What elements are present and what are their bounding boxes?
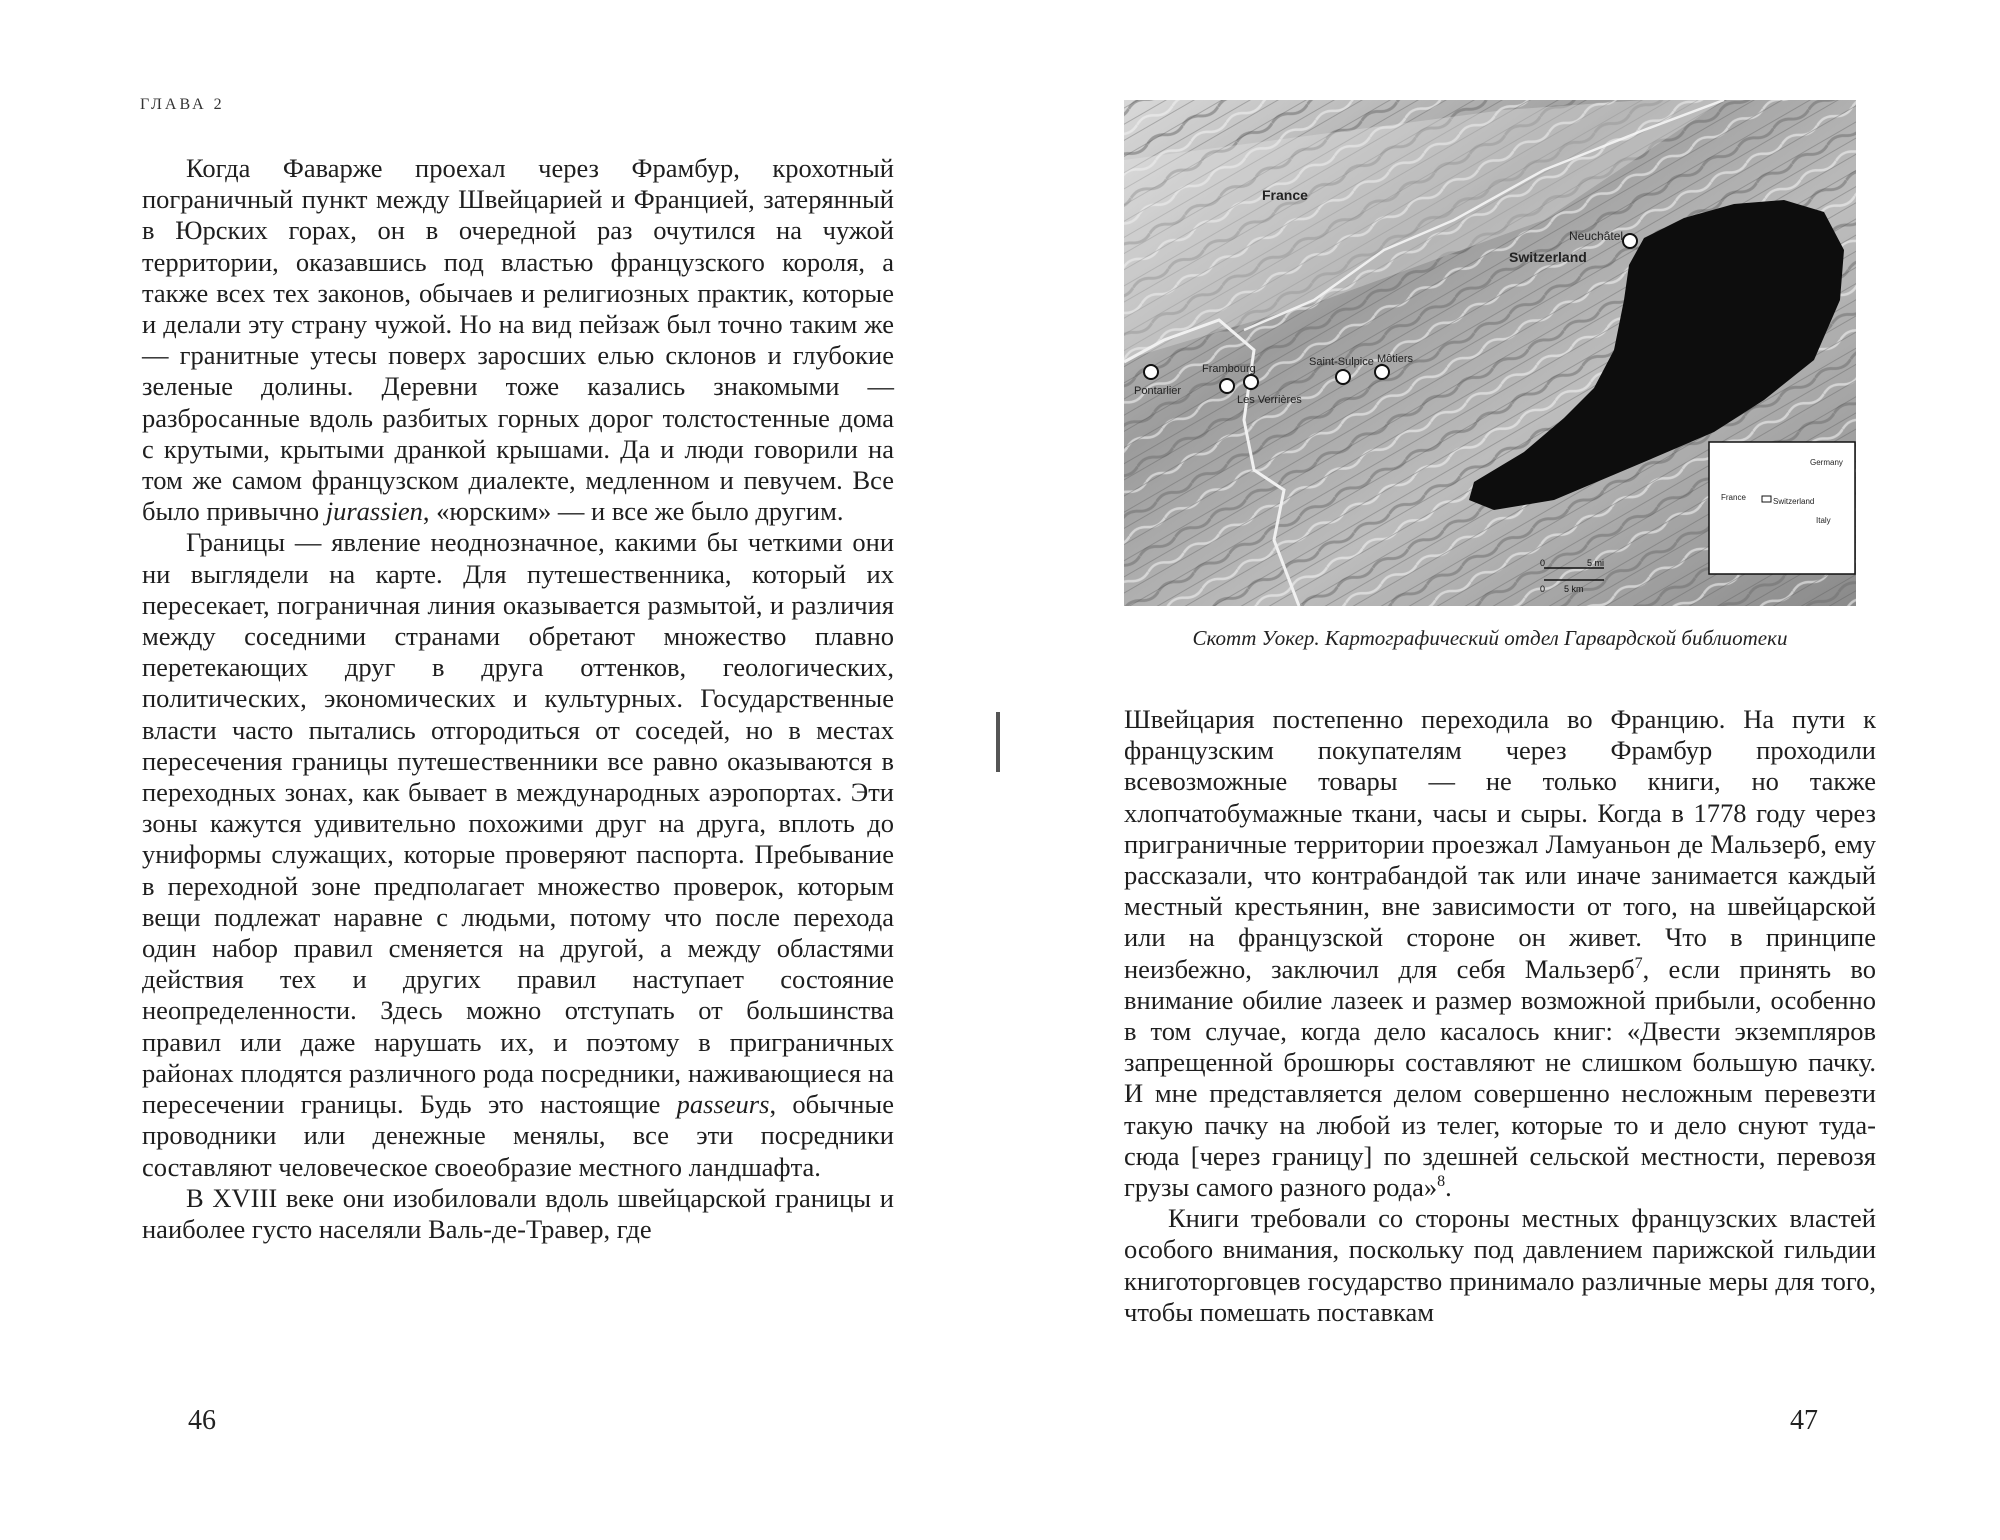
label-saint-sulpice: Saint-Sulpice [1309, 356, 1374, 368]
scale-zero-km: 0 [1540, 584, 1546, 594]
frambourg-marker [1220, 379, 1234, 393]
paragraph [1124, 1203, 1876, 1328]
les-verrieres-marker [1244, 375, 1258, 389]
inset-switzerland: Switzerland [1773, 497, 1815, 506]
saint-sulpice-marker [1336, 370, 1350, 384]
paragraph [142, 1183, 894, 1245]
running-head: ГЛАВА 2 [140, 96, 225, 113]
inset-germany: Germany [1810, 458, 1843, 467]
right-text-block [1124, 704, 1876, 1328]
scale-zero-miles: 0 [1540, 558, 1546, 568]
inset-map [1709, 442, 1855, 574]
italic-term: passeurs [676, 1089, 770, 1120]
label-motiers: Môtiers [1377, 353, 1414, 365]
paragraph [142, 153, 894, 527]
inset-france: France [1721, 493, 1746, 502]
page-number-left: 46 [188, 1405, 216, 1436]
text-run: Книги требовали со стороны местных французских властей особого внимания, поскольку под давлением парижской гильдии книготорговцев государство принимало различные меры для того, чтобы помешать поставкам [1124, 1203, 1876, 1327]
label-pontarlier: Pontarlier [1134, 385, 1182, 397]
text-run: В XVIII веке они изобиловали вдоль швейцарской границы и наиболее густо населяли Валь-де-Травер, где [142, 1182, 894, 1244]
inset-italy: Italy [1816, 516, 1831, 525]
text-run: , «юрским» — и все же было другим. [422, 496, 844, 527]
left-text-block [142, 153, 894, 1245]
label-frambourg: Frambourg [1202, 363, 1256, 375]
motiers-marker [1375, 365, 1389, 379]
text-run: , обычные проводники или денежные менялы, все эти посредники составляют человеческое своеобразие местного ландшафта. [142, 1089, 894, 1182]
scale-km-label: 5 km [1564, 584, 1584, 594]
pontarlier-marker [1144, 365, 1158, 379]
scale-miles-label: 5 mi [1587, 558, 1605, 568]
text-run: Швейцария постепенно переходила во Францию. На пути к французским покупателям через Фрамбур проходили всевозможные товары — не только книги, но также хлопчатобумажные ткани, часы и сыры. Когда в 1778 году через приграничные территории проезжал Ламуаньон де Мальзерб, ему рассказали, что контрабандой так или иначе занимается каждый местный крестьянин, вне зависимости от того, на швейцарской или на французской стороне он живет. Что в принципе неизбежно, заключил для себя Мальзерб [1124, 704, 1876, 984]
footnote-ref: 7 [1634, 954, 1643, 972]
relief-map [1124, 100, 1856, 606]
paragraph [1124, 704, 1876, 1203]
label-les-verrieres: Les Verrières [1237, 394, 1302, 406]
figure-caption: Скотт Уокер. Картографический отдел Гарвардской библиотеки [1192, 626, 1788, 650]
text-run: Границы — явление неоднозначное, какими бы четкими они ни выглядели на карте. Для путешественника, который их пересекает, пограничная линия оказывается размытой, и различия между соседними странами обретают множество плавно перетекающих друг в друга оттенков, геологических, политических, экономических и культурных. Государственные власти часто пытались отгородиться от соседей, но в местах пересечения границы путешественники все равно оказываются в переходных зонах, как бывает в международных аэропортах. Эти зоны кажутся удивительно похожими друг на друга, вплоть до униформы служащих, которые проверяют паспорта. Пребывание в переходной зоне предполагает множество проверок, которым вещи подлежат наравне с людьми, потому что после перехода один набор правил сменяется на другой, а между областями действия тех и других правил наступает состояние неопределенности. Здесь можно отступать от большинства правил или даже нарушать их, и поэтому в приграничных районах плодятся различного рода посредники, наживающиеся на пересечении границы. Будь это настоящие [142, 527, 894, 1120]
italic-term: jurassien [325, 496, 423, 527]
label-france: France [1262, 187, 1308, 203]
footnote-ref: 8 [1437, 1173, 1446, 1191]
label-switzerland: Switzerland [1509, 249, 1587, 265]
text-run: , если принять во внимание обилие лазеек и размер возможной прибыли, особенно в том случае, когда дело касалось книг: «Двести экземпляров запрещенной брошюры составляют не слишком большую пачку. И мне представляется делом совершенно несложным перевезти такую пачку на любой из телег, которые то и дело снуют туда-сюда [через границу] по здешней сельской местности, перевозя грузы самого разного рода» [1124, 953, 1876, 1203]
text-run: Когда Фаварже проехал через Фрамбур, крохотный пограничный пункт между Швейцарией и Францией, затерянный в Юрских горах, он в очередной раз очутился на чужой территории, оказавшись под властью французского короля, а также всех тех законов, обычаев и религиозных практик, которые и делали эту страну чужой. Но на вид пейзаж был точно таким же — гранитные утесы поверх заросших елью склонов и глубокие зеленые долины. Деревни тоже казались знакомыми — разбросанные вдоль разбитых горных дорог толстостенные дома с крутыми, крытыми дранкой крышами. Да и люди говорили на том же самом французском диалекте, медленном и певучем. Все было привычно [142, 153, 894, 527]
label-neuchatel: Neuchâtel [1569, 229, 1624, 243]
right-page [1000, 0, 2000, 1540]
paragraph [142, 527, 894, 1182]
neuchatel-marker [1623, 234, 1637, 248]
map-figure [1124, 100, 1856, 606]
page-number-right: 47 [1790, 1405, 1818, 1436]
text-run: . [1445, 1172, 1452, 1203]
